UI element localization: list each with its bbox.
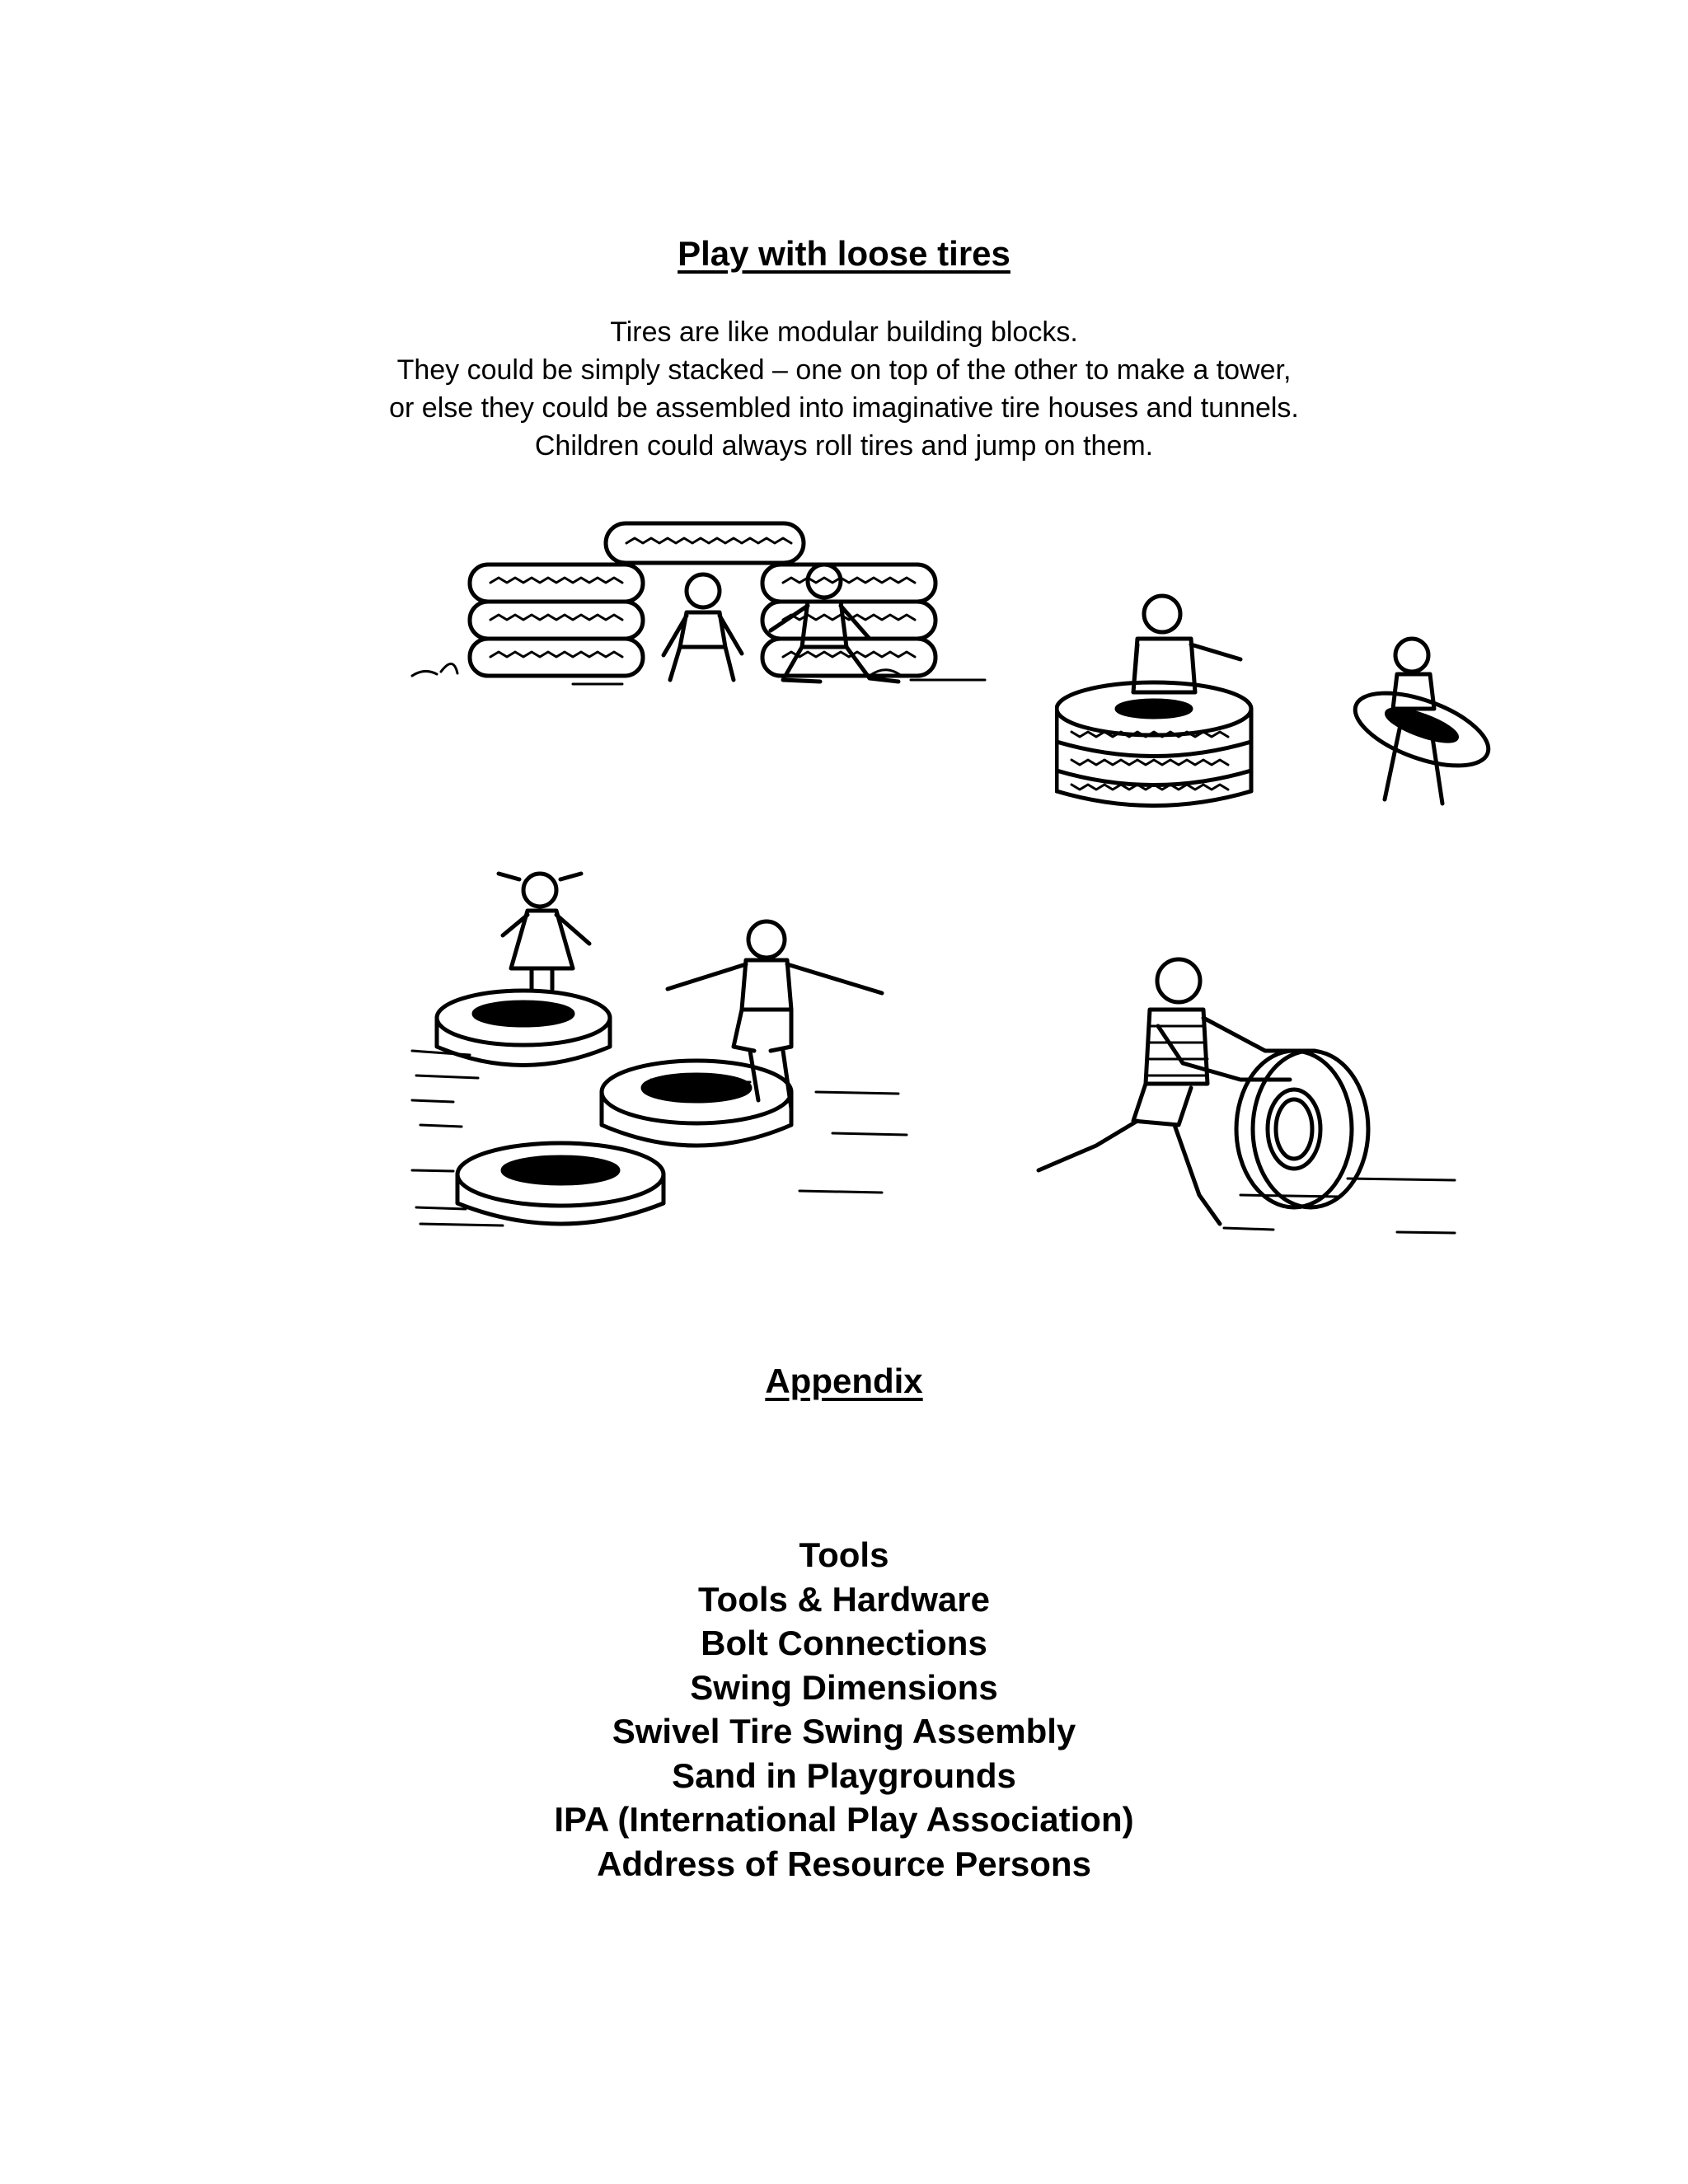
- intro-paragraph: [0, 313, 1688, 465]
- intro-line: or else they could be assembled into imaginative tire houses and tunnels.: [389, 392, 1299, 424]
- tire-stack-illustration: [1055, 585, 1500, 816]
- intro-line: Tires are like modular building blocks.: [610, 316, 1078, 348]
- appendix-item: Swivel Tire Swing Assembly: [612, 1712, 1076, 1750]
- appendix-item: IPA (International Play Association): [554, 1800, 1134, 1839]
- jumping-on-tires-illustration: [404, 845, 915, 1232]
- appendix-item: Sand in Playgrounds: [672, 1755, 1016, 1795]
- appendix-item: Tools & Hardware: [698, 1579, 990, 1619]
- appendix-item: Swing Dimensions: [690, 1667, 998, 1707]
- rolling-tire-illustration: [1026, 948, 1471, 1244]
- intro-line: Children could always roll tires and jump on them.: [534, 430, 1154, 462]
- appendix-item: Address of Resource Persons: [597, 1844, 1091, 1883]
- appendix-list: [0, 1533, 1688, 1886]
- appendix-title: Appendix: [765, 1361, 923, 1400]
- appendix-item: Bolt Connections: [701, 1624, 987, 1662]
- intro-line: They could be simply stacked – one on top of the other to make a tower,: [396, 354, 1292, 386]
- tire-tunnel-illustration: [408, 515, 997, 705]
- section-title: Play with loose tires: [678, 234, 1010, 273]
- appendix-item: Tools: [799, 1535, 889, 1574]
